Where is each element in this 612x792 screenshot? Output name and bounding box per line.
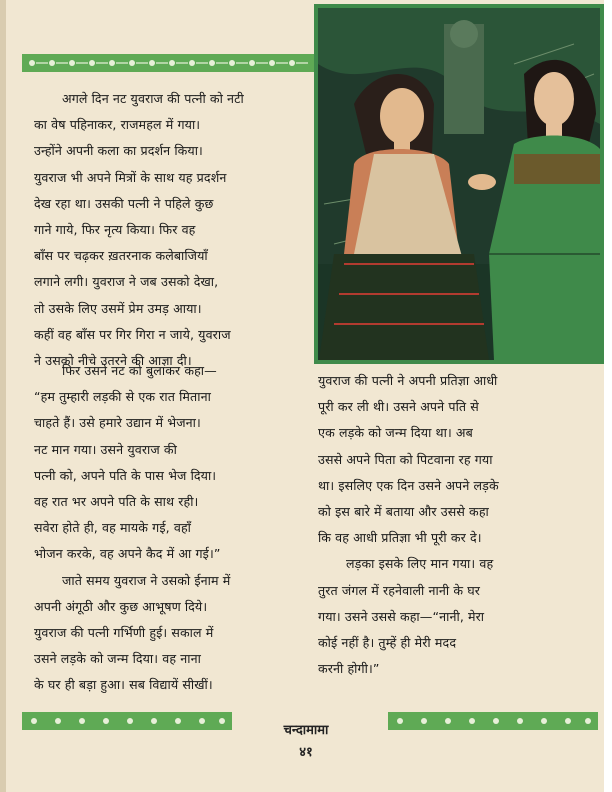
page-edge bbox=[604, 0, 612, 792]
text-line: तुरत जंगल में रहनेवाली नानी के घर bbox=[318, 582, 480, 598]
text-line: युवराज भी अपने मित्रों के साथ यह प्रदर्शन bbox=[34, 169, 227, 185]
text-line: चाहते हैं। उसे हमारे उद्यान में भेजना। bbox=[34, 415, 201, 431]
text-line: तो उसके लिए उसमें प्रेम उमड़ आया। bbox=[34, 300, 202, 316]
text-line: कोई नहीं है। तुम्हें ही मेरी मदद bbox=[318, 635, 457, 651]
text-line: लगाने लगी। युवराज ने जब उसको देखा, bbox=[34, 274, 219, 290]
text-line: गया। उसने उससे कहा—“नानी, मेरा bbox=[318, 608, 485, 624]
text-line: अपनी अंगूठी और कुछ आभूषण दिये। bbox=[34, 598, 208, 614]
page-gutter bbox=[0, 0, 6, 792]
text-line: के घर ही बड़ा हुआ। सब विद्यायें सीखीं। bbox=[34, 677, 213, 693]
text-line: कि वह आधी प्रतिज्ञा भी पूरी कर दे। bbox=[318, 530, 482, 546]
text-line: ने उसको नीचे उतरने की आज्ञा दी। bbox=[34, 353, 192, 369]
text-line: करनी होगी।” bbox=[318, 661, 380, 677]
text-line: पत्नी को, अपने पति के पास भेज दिया। bbox=[34, 467, 217, 483]
text-column-left-bottom bbox=[34, 358, 309, 699]
decorative-border-top bbox=[22, 54, 314, 72]
text-line: सवेरा होते ही, वह मायके गई, वहाँ bbox=[34, 520, 192, 536]
text-line: को इस बारे में बताया और उससे कहा bbox=[318, 504, 489, 520]
text-line: पूरी कर ली थी। उसने अपने पति से bbox=[318, 399, 479, 415]
text-line: लड़का इसके लिए मान गया। वह bbox=[346, 556, 494, 572]
text-line: उन्होंने अपनी कला का प्रदर्शन किया। bbox=[34, 143, 203, 159]
text-line: फिर उसने नट को बुलाकर कहा— bbox=[62, 363, 217, 378]
text-line: देख रहा था। उसकी पत्नी ने पहिले कुछ bbox=[34, 195, 214, 211]
text-line: का वेष पहिनाकर, राजमहल में गया। bbox=[34, 117, 201, 133]
page-number: ४१ bbox=[299, 745, 313, 760]
text-line: था। इसलिए एक दिन उसने अपने लड़के bbox=[318, 477, 499, 493]
text-line: जाते समय युवराज ने उसको ईनाम में bbox=[62, 572, 231, 588]
magazine-title: चन्दामामा bbox=[283, 723, 329, 738]
text-line: नट मान गया। उसने युवराज की bbox=[34, 441, 177, 457]
story-illustration bbox=[314, 4, 604, 364]
text-line: उससे अपने पिता को पिटवाना रह गया bbox=[318, 451, 493, 467]
text-line: उसने लड़के को जन्म दिया। वह नाना bbox=[34, 651, 201, 667]
text-line: वह रात भर अपने पति के साथ रही। bbox=[34, 494, 199, 510]
text-line: भोजन करके, वह अपने कैद में आ गई।” bbox=[34, 546, 221, 562]
text-line: बाँस पर चढ़कर ख़तरनाक कलेबाजियाँ bbox=[34, 248, 208, 264]
text-line: गाने गाये, फिर नृत्य किया। फिर वह bbox=[34, 222, 196, 238]
text-column-left-top bbox=[34, 86, 309, 374]
text-line: कहीं वह बाँस पर गिर गिरा न जाये, युवराज bbox=[34, 326, 231, 342]
text-line: युवराज की पत्नी ने अपनी प्रतिज्ञा आधी bbox=[318, 373, 498, 388]
text-column-right bbox=[318, 368, 590, 682]
text-line: युवराज की पत्नी गर्भिणी हुई। सकाल में bbox=[34, 625, 214, 641]
text-line: अगले दिन नट युवराज की पत्नी को नटी bbox=[62, 91, 244, 106]
text-line: एक लड़के को जन्म दिया था। अब bbox=[318, 425, 473, 441]
text-line: “हम तुम्हारी लड़की से एक रात मिताना bbox=[34, 389, 211, 405]
